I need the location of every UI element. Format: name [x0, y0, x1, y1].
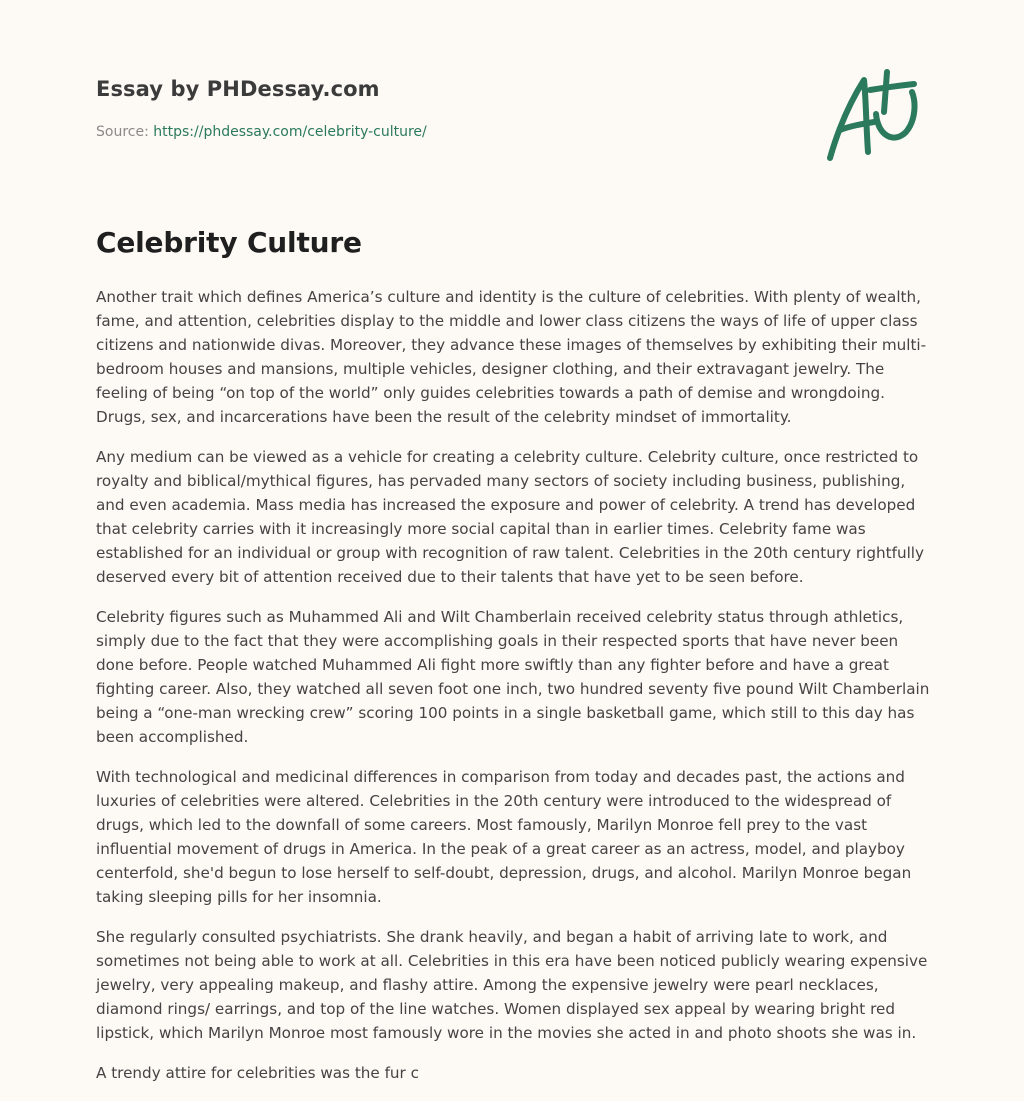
essay-paragraph: Another trait which defines America’s culture and identity is the culture of celebrities. With plenty of wealth, fame, and attention, celebrities display to the middle and lower class citizens the ways of life of upper class citizens and nationwide divas. Moreover, they advance these images of themselves by exhibiting their multi-bedroom houses and mansions, multiple vehicles, designer clothing, and their extravagant jewelry. The feeling of being “on top of the world” only guides celebrities towards a path of demise and wrongdoing. Drugs, sex, and incarcerations have been the result of the celebrity mindset of immortality. — [96, 288, 927, 426]
source-line — [96, 124, 427, 140]
essay-paragraph: She regularly consulted psychiatrists. She drank heavily, and began a habit of arriving late to work, and sometimes not being able to work at all. Celebrities in this era have been noticed publicly wearing expensive jewelry, very appealing makeup, and flashy attire. Among the expensive jewelry were pearl necklaces, diamond rings/ earrings, and top of the line watches. Women displayed sex appeal by wearing bright red lipstick, which Marilyn Monroe most famously wore in the movies she acted in and photo shoots she was in. — [96, 928, 928, 1042]
source-link[interactable]: https://phdessay.com/celebrity-culture/ — [153, 124, 427, 140]
essay-paragraph: A trendy attire for celebrities was the fur c — [96, 1064, 419, 1082]
essay-paragraph: Any medium can be viewed as a vehicle for creating a celebrity culture. Celebrity culture, once restricted to royalty and biblical/mythical figures, has pervaded many sectors of society including business, publishing, and even academia. Mass media has increased the exposure and power of celebrity. A trend has developed that celebrity carries with it increasingly more social capital than in earlier times. Celebrity fame was established for an individual or group with recognition of raw talent. Celebrities in the 20th century rightfully deserved every bit of attention received due to their talents that have yet to be seen before. — [96, 448, 925, 586]
essay-paragraph: With technological and medicinal differences in comparison from today and decades past, the actions and luxuries of celebrities were altered. Celebrities in the 20th century were introduced to the widespread of drugs, which led to the downfall of some careers. Most famously, Marilyn Monroe fell prey to the vast influential movement of drugs in America. In the peak of a great career as an actress, model, and playboy centerfold, she'd begun to lose herself to self-doubt, depression, drugs, and alcohol. Marilyn Monroe began taking sleeping pills for her insomnia. — [96, 768, 912, 906]
source-label: Source: — [96, 124, 149, 140]
brand-title: Essay by PHDessay.com — [96, 77, 380, 101]
page-header — [96, 0, 928, 180]
essay-title: Celebrity Culture — [96, 226, 362, 259]
a-plus-logo-icon — [824, 68, 928, 164]
essay-body — [96, 285, 931, 1101]
essay-paragraph: Celebrity figures such as Muhammed Ali and Wilt Chamberlain received celebrity status through athletics, simply due to the fact that they were accomplishing goals in their respected sports that have never been done before. People watched Muhammed Ali fight more swiftly than any fighter before and have a great fighting career. Also, they watched all seven foot one inch, two hundred seventy five pound Wilt Chamberlain being a “one-man wrecking crew” scoring 100 points in a single basketball game, which still to this day has been accomplished. — [96, 608, 930, 746]
